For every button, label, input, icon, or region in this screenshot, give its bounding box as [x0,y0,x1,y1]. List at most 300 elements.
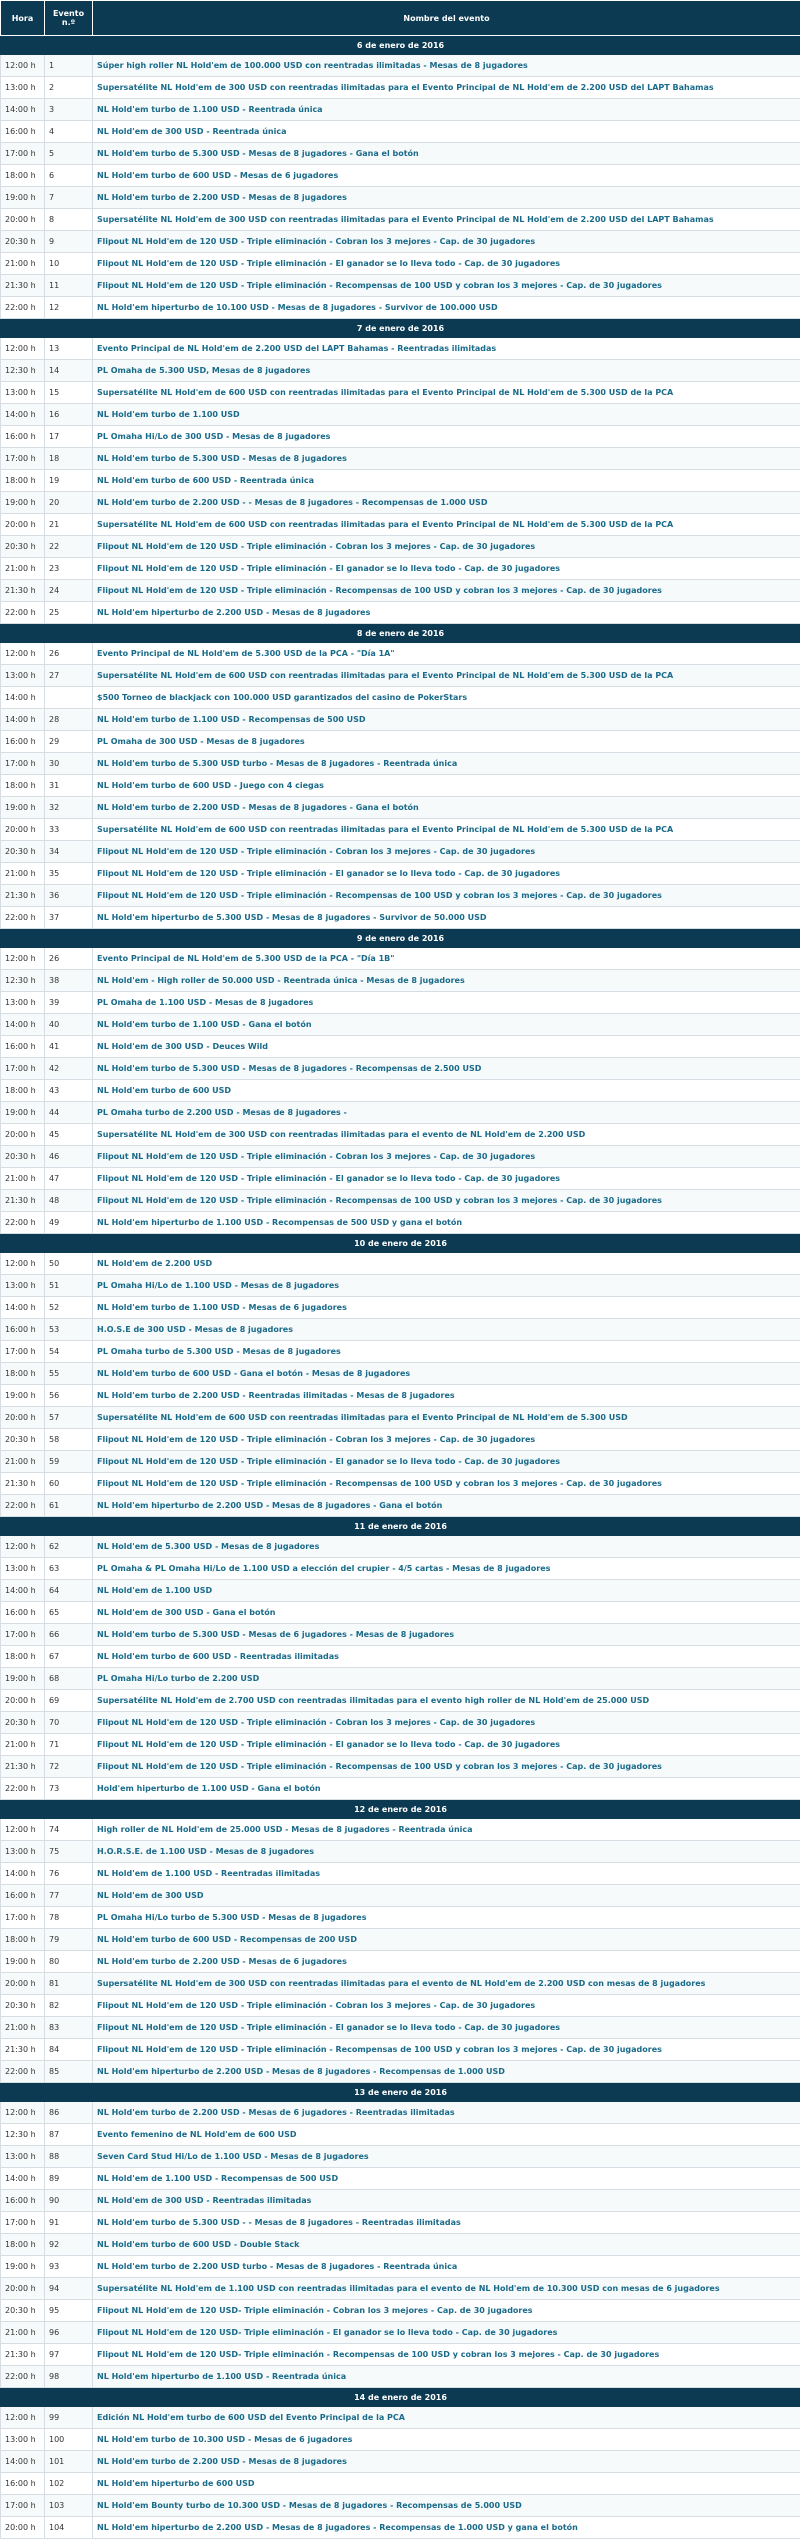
table-row [1,360,800,382]
table-row [1,687,800,709]
table-row [1,448,800,470]
event-number: 77 [45,1885,93,1907]
table-row [1,55,800,77]
table-row [1,841,800,863]
table-row [1,536,800,558]
table-row [1,2278,800,2300]
event-number: 75 [45,1841,93,1863]
event-hour: 12:00 h [1,1536,45,1558]
event-number: 94 [45,2278,93,2300]
event-name: NL Hold'em turbo de 5.300 USD - Mesas de 8 jugadores - Gana el botón [93,143,800,165]
event-hour: 12:30 h [1,2124,45,2146]
table-row [1,492,800,514]
event-hour: 20:00 h [1,1407,45,1429]
event-number: 46 [45,1146,93,1168]
event-number: 2 [45,77,93,99]
event-number: 61 [45,1495,93,1517]
event-name: NL Hold'em turbo de 5.300 USD - Mesas de 6 jugadores - Mesas de 8 jugadores [93,1624,800,1646]
table-row [1,1951,800,1973]
event-hour: 19:00 h [1,1102,45,1124]
event-number: 95 [45,2300,93,2322]
event-number: 54 [45,1341,93,1363]
event-number: 53 [45,1319,93,1341]
event-hour: 16:00 h [1,2190,45,2212]
event-number: 19 [45,470,93,492]
event-name: Supersatélite NL Hold'em de 600 USD con reentradas ilimitadas para el Evento Principal de NL Hold'em de 5.300 USD de la PCA [93,514,800,536]
table-row [1,1080,800,1102]
event-name: NL Hold'em turbo de 10.300 USD - Mesas de 6 jugadores [93,2429,800,2451]
event-hour: 14:00 h [1,1863,45,1885]
event-hour: 18:00 h [1,470,45,492]
event-number: 51 [45,1275,93,1297]
event-hour: 14:00 h [1,2451,45,2473]
event-hour: 14:00 h [1,2168,45,2190]
event-name: NL Hold'em turbo de 1.100 USD - Gana el botón [93,1014,800,1036]
event-number: 84 [45,2039,93,2061]
table-row [1,77,800,99]
event-hour: 14:00 h [1,1580,45,1602]
event-name: NL Hold'em turbo de 5.300 USD - Mesas de 8 jugadores [93,448,800,470]
event-name: NL Hold'em - High roller de 50.000 USD - Reentrada única - Mesas de 8 jugadores [93,970,800,992]
event-hour: 17:00 h [1,1624,45,1646]
event-name: PL Omaha turbo de 2.200 USD - Mesas de 8 jugadores - [93,1102,800,1124]
event-number: 97 [45,2344,93,2366]
event-number: 83 [45,2017,93,2039]
event-hour: 17:00 h [1,1341,45,1363]
event-number: 57 [45,1407,93,1429]
table-row [1,253,800,275]
table-row [1,143,800,165]
event-name: PL Omaha Hi/Lo de 1.100 USD - Mesas de 8 jugadores [93,1275,800,1297]
table-row [1,2146,800,2168]
event-hour: 18:00 h [1,775,45,797]
table-row [1,2017,800,2039]
event-name: PL Omaha turbo de 5.300 USD - Mesas de 8 jugadores [93,1341,800,1363]
event-name: H.O.R.S.E. de 1.100 USD - Mesas de 8 jugadores [93,1841,800,1863]
event-number: 87 [45,2124,93,2146]
event-name: Supersatélite NL Hold'em de 300 USD con reentradas ilimitadas para el Evento Principal de NL Hold'em de 2.200 USD del LAPT Bahamas [93,77,800,99]
event-number: 104 [45,2517,93,2539]
event-name: NL Hold'em hiperturbo de 2.200 USD - Mesas de 8 jugadores [93,602,800,624]
event-number: 69 [45,1690,93,1712]
table-row [1,819,800,841]
table-row [1,2517,800,2539]
event-name: PL Omaha & PL Omaha Hi/Lo de 1.100 USD a elección del crupier - 4/5 cartas - Mesas de 8 jugadores [93,1558,800,1580]
event-name: Flipout NL Hold'em de 120 USD - Triple eliminación - Recompensas de 100 USD y cobran los 3 mejores - Cap. de 30 jugadores [93,1190,800,1212]
table-row [1,2495,800,2517]
event-name: Flipout NL Hold'em de 120 USD - Triple eliminación - Cobran los 3 mejores - Cap. de 30 jugadores [93,841,800,863]
table-row [1,2212,800,2234]
event-hour: 16:00 h [1,1036,45,1058]
event-number: 52 [45,1297,93,1319]
table-row [1,643,800,665]
event-name: NL Hold'em turbo de 600 USD - Reentradas ilimitadas [93,1646,800,1668]
event-name: Flipout NL Hold'em de 120 USD - Triple eliminación - Recompensas de 100 USD y cobran los 3 mejores - Cap. de 30 jugadores [93,1756,800,1778]
date-row [1,319,800,338]
event-hour: 12:00 h [1,55,45,77]
date-row [1,36,800,55]
event-hour: 18:00 h [1,1929,45,1951]
table-row [1,948,800,970]
event-number: 96 [45,2322,93,2344]
event-number: 62 [45,1536,93,1558]
event-name: NL Hold'em hiperturbo de 1.100 USD - Reentrada única [93,2366,800,2388]
event-name: Flipout NL Hold'em de 120 USD - Triple eliminación - Cobran los 3 mejores - Cap. de 30 jugadores [93,1146,800,1168]
event-hour: 19:00 h [1,797,45,819]
event-hour: 14:00 h [1,687,45,709]
event-name: NL Hold'em hiperturbo de 2.200 USD - Mesas de 8 jugadores - Gana el botón [93,1495,800,1517]
date-heading: 11 de enero de 2016 [1,1517,800,1536]
event-number: 6 [45,165,93,187]
event-name: Flipout NL Hold'em de 120 USD - Triple eliminación - Cobran los 3 mejores - Cap. de 30 jugadores [93,1995,800,2017]
event-hour: 22:00 h [1,907,45,929]
table-row [1,753,800,775]
event-name: PL Omaha Hi/Lo turbo de 5.300 USD - Mesas de 8 jugadores [93,1907,800,1929]
table-row [1,1495,800,1517]
event-hour: 19:00 h [1,1385,45,1407]
event-name: NL Hold'em de 5.300 USD - Mesas de 8 jugadores [93,1536,800,1558]
event-name: Súper high roller NL Hold'em de 100.000 USD con reentradas ilimitadas - Mesas de 8 jugadores [93,55,800,77]
event-hour: 19:00 h [1,2256,45,2278]
event-name: Flipout NL Hold'em de 120 USD - Triple eliminación - Cobran los 3 mejores - Cap. de 30 jugadores [93,231,800,253]
event-name: Flipout NL Hold'em de 120 USD - Triple eliminación - Cobran los 3 mejores - Cap. de 30 jugadores [93,536,800,558]
event-name: Supersatélite NL Hold'em de 1.100 USD con reentradas ilimitadas para el evento de NL Hold'em de 10.300 USD con mesas de 6 jugadores [93,2278,800,2300]
event-number: 8 [45,209,93,231]
table-row [1,1102,800,1124]
date-heading: 8 de enero de 2016 [1,624,800,643]
table-row [1,2429,800,2451]
table-row [1,1558,800,1580]
table-row [1,1756,800,1778]
event-name: PL Omaha Hi/Lo turbo de 2.200 USD [93,1668,800,1690]
table-row [1,121,800,143]
event-name: Evento Principal de NL Hold'em de 5.300 USD de la PCA - "Día 1A" [93,643,800,665]
event-name: NL Hold'em turbo de 2.200 USD - Mesas de 8 jugadores [93,187,800,209]
table-row [1,2407,800,2429]
event-hour: 13:00 h [1,1558,45,1580]
event-hour: 17:00 h [1,143,45,165]
table-row [1,1146,800,1168]
event-hour: 22:00 h [1,1212,45,1234]
table-row [1,1712,800,1734]
event-number: 10 [45,253,93,275]
event-number: 16 [45,404,93,426]
event-hour: 16:00 h [1,731,45,753]
table-row [1,470,800,492]
event-number: 1 [45,55,93,77]
event-name: Hold'em hiperturbo de 1.100 USD - Gana el botón [93,1778,800,1800]
event-number: 36 [45,885,93,907]
table-row [1,558,800,580]
event-name: Supersatélite NL Hold'em de 300 USD con reentradas ilimitadas para el Evento Principal de NL Hold'em de 2.200 USD del LAPT Bahamas [93,209,800,231]
event-number: 20 [45,492,93,514]
event-number: 38 [45,970,93,992]
event-name: $500 Torneo de blackjack con 100.000 USD garantizados del casino de PokerStars [93,687,800,709]
event-number: 67 [45,1646,93,1668]
event-number: 79 [45,1929,93,1951]
table-row [1,602,800,624]
table-row [1,2061,800,2083]
event-hour: 22:00 h [1,602,45,624]
event-hour: 18:00 h [1,1363,45,1385]
event-name: Flipout NL Hold'em de 120 USD- Triple eliminación - El ganador se lo lleva todo - Cap. de 30 jugadores [93,2322,800,2344]
table-row [1,382,800,404]
event-name: Flipout NL Hold'em de 120 USD - Triple eliminación - Recompensas de 100 USD y cobran los 3 mejores - Cap. de 30 jugadores [93,2039,800,2061]
event-hour: 17:00 h [1,2212,45,2234]
event-hour: 21:00 h [1,1168,45,1190]
table-row [1,1253,800,1275]
event-hour: 20:30 h [1,1146,45,1168]
table-row [1,1841,800,1863]
table-row [1,1863,800,1885]
event-number: 30 [45,753,93,775]
event-hour: 13:00 h [1,992,45,1014]
event-hour: 13:00 h [1,665,45,687]
date-heading: 13 de enero de 2016 [1,2083,800,2102]
event-name: Supersatélite NL Hold'em de 600 USD con reentradas ilimitadas para el Evento Principal de NL Hold'em de 5.300 USD [93,1407,800,1429]
date-row [1,2388,800,2407]
event-number: 4 [45,121,93,143]
event-name: Flipout NL Hold'em de 120 USD - Triple eliminación - El ganador se lo lleva todo - Cap. de 30 jugadores [93,1168,800,1190]
event-name: Flipout NL Hold'em de 120 USD - Triple eliminación - Recompensas de 100 USD y cobran los 3 mejores - Cap. de 30 jugadores [93,885,800,907]
table-row [1,1036,800,1058]
event-name: NL Hold'em Bounty turbo de 10.300 USD - Mesas de 8 jugadores - Recompensas de 5.000 USD [93,2495,800,2517]
schedule-body [1,36,800,2539]
event-hour: 20:00 h [1,514,45,536]
event-number: 45 [45,1124,93,1146]
event-number: 60 [45,1473,93,1495]
event-name: Flipout NL Hold'em de 120 USD - Triple eliminación - El ganador se lo lleva todo - Cap. de 30 jugadores [93,1451,800,1473]
table-row [1,338,800,360]
table-row [1,1473,800,1495]
table-row [1,1668,800,1690]
event-name: NL Hold'em de 300 USD - Deuces Wild [93,1036,800,1058]
event-hour: 18:00 h [1,1080,45,1102]
event-hour: 20:00 h [1,1690,45,1712]
table-row [1,992,800,1014]
event-number: 55 [45,1363,93,1385]
event-hour: 21:00 h [1,2322,45,2344]
event-number: 48 [45,1190,93,1212]
table-row [1,209,800,231]
table-row [1,1014,800,1036]
event-number: 11 [45,275,93,297]
event-name: PL Omaha de 1.100 USD - Mesas de 8 jugadores [93,992,800,1014]
table-row [1,2322,800,2344]
event-number: 34 [45,841,93,863]
event-hour: 14:00 h [1,1014,45,1036]
event-name: Flipout NL Hold'em de 120 USD - Triple eliminación - Recompensas de 100 USD y cobran los 3 mejores - Cap. de 30 jugadores [93,1473,800,1495]
event-name: NL Hold'em turbo de 1.100 USD [93,404,800,426]
table-row [1,1624,800,1646]
date-row [1,1800,800,1819]
table-row [1,514,800,536]
event-hour: 21:00 h [1,253,45,275]
event-number: 99 [45,2407,93,2429]
event-name: Supersatélite NL Hold'em de 600 USD con reentradas ilimitadas para el Evento Principal de NL Hold'em de 5.300 USD de la PCA [93,665,800,687]
event-hour: 14:00 h [1,404,45,426]
event-number: 26 [45,643,93,665]
event-hour: 12:00 h [1,948,45,970]
table-row [1,580,800,602]
table-row [1,1190,800,1212]
event-number: 44 [45,1102,93,1124]
header-row [1,1,800,36]
event-hour: 20:30 h [1,2300,45,2322]
event-number: 73 [45,1778,93,1800]
event-hour: 19:00 h [1,1951,45,1973]
event-hour: 16:00 h [1,426,45,448]
event-hour: 20:00 h [1,2517,45,2539]
header-hour: Hora [1,1,45,36]
event-number: 100 [45,2429,93,2451]
event-name: NL Hold'em de 300 USD [93,1885,800,1907]
event-name: NL Hold'em de 1.100 USD [93,1580,800,1602]
event-number: 39 [45,992,93,1014]
event-hour: 21:30 h [1,580,45,602]
event-hour: 20:00 h [1,819,45,841]
event-number: 81 [45,1973,93,1995]
table-row [1,885,800,907]
event-name: PL Omaha Hi/Lo de 300 USD - Mesas de 8 jugadores [93,426,800,448]
event-number: 56 [45,1385,93,1407]
event-number: 47 [45,1168,93,1190]
event-number: 14 [45,360,93,382]
event-hour: 20:00 h [1,2278,45,2300]
table-row [1,2124,800,2146]
event-name: PL Omaha de 300 USD - Mesas de 8 jugadores [93,731,800,753]
event-hour: 12:00 h [1,1819,45,1841]
event-name: Flipout NL Hold'em de 120 USD- Triple eliminación - Cobran los 3 mejores - Cap. de 30 jugadores [93,2300,800,2322]
event-number: 40 [45,1014,93,1036]
event-name: NL Hold'em turbo de 2.200 USD - Mesas de 6 jugadores - Reentradas ilimitadas [93,2102,800,2124]
event-number: 72 [45,1756,93,1778]
event-name: NL Hold'em de 300 USD - Reentrada única [93,121,800,143]
event-number: 85 [45,2061,93,2083]
table-row [1,99,800,121]
table-row [1,297,800,319]
event-number: 59 [45,1451,93,1473]
event-hour: 12:00 h [1,2102,45,2124]
table-row [1,2344,800,2366]
event-number: 17 [45,426,93,448]
event-hour: 22:00 h [1,1778,45,1800]
event-name: Evento Principal de NL Hold'em de 5.300 USD de la PCA - "Día 1B" [93,948,800,970]
table-row [1,1995,800,2017]
table-row [1,709,800,731]
event-name: H.O.S.E de 300 USD - Mesas de 8 jugadores [93,1319,800,1341]
table-row [1,970,800,992]
event-hour: 21:00 h [1,2017,45,2039]
event-name: NL Hold'em de 1.100 USD - Recompensas de 500 USD [93,2168,800,2190]
event-name: NL Hold'em de 300 USD - Reentradas ilimitadas [93,2190,800,2212]
header-event-number: Evento n.º [45,1,93,36]
event-hour: 13:00 h [1,1275,45,1297]
event-number: 41 [45,1036,93,1058]
event-name: High roller de NL Hold'em de 25.000 USD - Mesas de 8 jugadores - Reentrada única [93,1819,800,1841]
event-hour: 12:00 h [1,643,45,665]
table-row [1,1451,800,1473]
table-row [1,1885,800,1907]
event-name: Flipout NL Hold'em de 120 USD - Triple eliminación - El ganador se lo lleva todo - Cap. de 30 jugadores [93,863,800,885]
event-hour: 19:00 h [1,187,45,209]
event-hour: 14:00 h [1,709,45,731]
table-row [1,907,800,929]
event-name: Edición NL Hold'em turbo de 600 USD del Evento Principal de la PCA [93,2407,800,2429]
table-row [1,275,800,297]
event-name: NL Hold'em de 2.200 USD [93,1253,800,1275]
event-hour: 18:00 h [1,1646,45,1668]
date-row [1,624,800,643]
table-row [1,2102,800,2124]
table-row [1,1778,800,1800]
event-hour: 17:00 h [1,1907,45,1929]
table-row [1,1058,800,1080]
event-name: Flipout NL Hold'em de 120 USD - Triple eliminación - El ganador se lo lleva todo - Cap. de 30 jugadores [93,1734,800,1756]
table-row [1,665,800,687]
date-heading: 12 de enero de 2016 [1,1800,800,1819]
event-name: NL Hold'em turbo de 600 USD - Mesas de 6 jugadores [93,165,800,187]
table-row [1,1602,800,1624]
table-row [1,426,800,448]
event-hour: 14:00 h [1,1297,45,1319]
event-number: 76 [45,1863,93,1885]
event-number: 101 [45,2451,93,2473]
event-number: 93 [45,2256,93,2278]
table-row [1,2256,800,2278]
event-number: 24 [45,580,93,602]
event-hour: 20:30 h [1,1712,45,1734]
event-name: Supersatélite NL Hold'em de 600 USD con reentradas ilimitadas para el Evento Principal de NL Hold'em de 5.300 USD de la PCA [93,819,800,841]
event-name: NL Hold'em turbo de 600 USD - Recompensas de 200 USD [93,1929,800,1951]
event-hour: 20:30 h [1,1995,45,2017]
event-name: Flipout NL Hold'em de 120 USD- Triple eliminación - Recompensas de 100 USD y cobran los 3 mejores - Cap. de 30 jugadores [93,2344,800,2366]
date-row [1,2083,800,2102]
event-hour: 19:00 h [1,492,45,514]
event-name: Flipout NL Hold'em de 120 USD - Triple eliminación - Recompensas de 100 USD y cobran los 3 mejores - Cap. de 30 jugadores [93,580,800,602]
event-name: Flipout NL Hold'em de 120 USD - Triple eliminación - Cobran los 3 mejores - Cap. de 30 jugadores [93,1429,800,1451]
event-hour: 13:00 h [1,1841,45,1863]
date-row [1,1517,800,1536]
event-name: NL Hold'em turbo de 5.300 USD - - Mesas de 8 jugadores - Reentradas ilimitadas [93,2212,800,2234]
header-event-name: Nombre del evento [93,1,800,36]
event-name: NL Hold'em turbo de 600 USD [93,1080,800,1102]
event-number: 3 [45,99,93,121]
event-name: Flipout NL Hold'em de 120 USD - Triple eliminación - El ganador se lo lleva todo - Cap. de 30 jugadores [93,2017,800,2039]
event-name: Evento femenino de NL Hold'em de 600 USD [93,2124,800,2146]
table-row [1,1973,800,1995]
table-row [1,187,800,209]
event-hour: 13:00 h [1,77,45,99]
table-row [1,1319,800,1341]
event-number: 9 [45,231,93,253]
event-hour: 22:00 h [1,1495,45,1517]
event-name: Supersatélite NL Hold'em de 600 USD con reentradas ilimitadas para el Evento Principal de NL Hold'em de 5.300 USD de la PCA [93,382,800,404]
event-hour: 13:00 h [1,2429,45,2451]
event-number: 74 [45,1819,93,1841]
event-name: NL Hold'em hiperturbo de 10.100 USD - Mesas de 8 jugadores - Survivor de 100.000 USD [93,297,800,319]
table-row [1,1646,800,1668]
event-number: 27 [45,665,93,687]
event-number: 91 [45,2212,93,2234]
event-name: NL Hold'em turbo de 600 USD - Gana el botón - Mesas de 8 jugadores [93,1363,800,1385]
event-hour: 18:00 h [1,165,45,187]
event-hour: 21:00 h [1,863,45,885]
table-row [1,1297,800,1319]
event-name: NL Hold'em turbo de 2.200 USD - Mesas de 8 jugadores - Gana el botón [93,797,800,819]
event-hour: 20:30 h [1,1429,45,1451]
event-hour: 20:00 h [1,1973,45,1995]
